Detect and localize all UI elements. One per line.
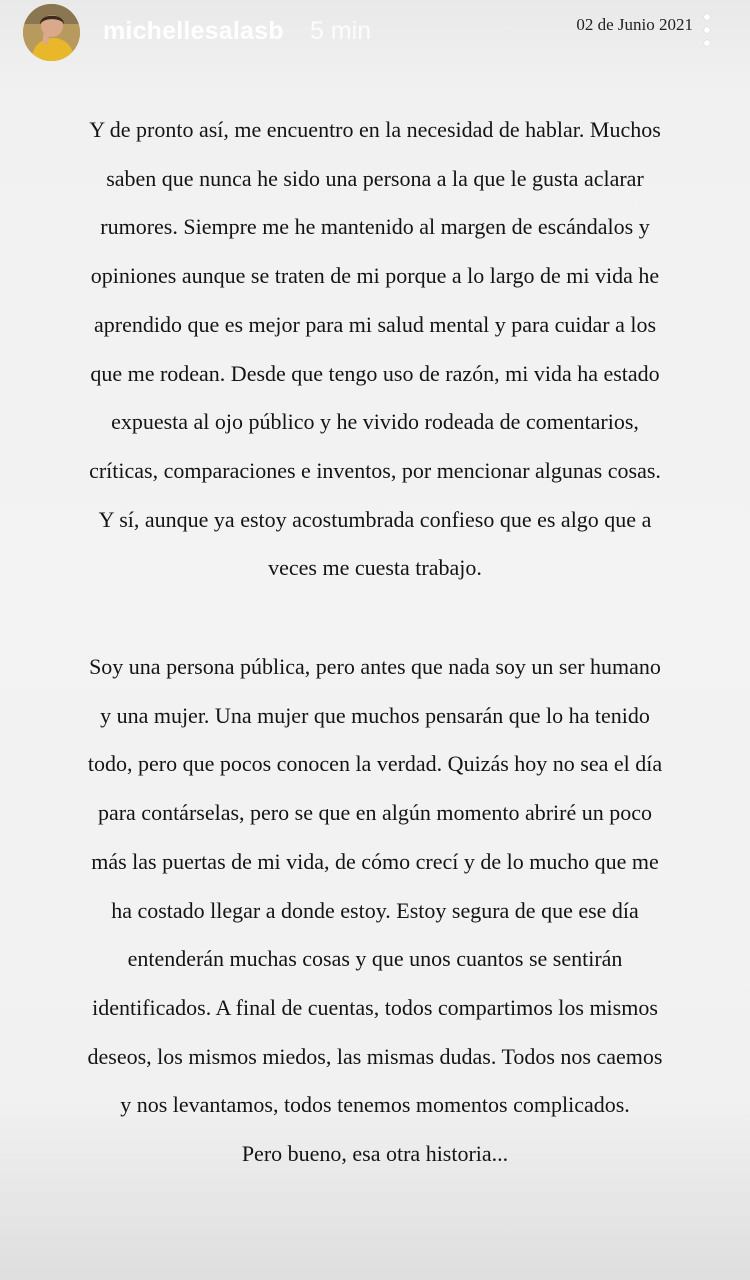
profile-photo-icon <box>23 4 80 61</box>
text-line: Y sí, aunque ya estoy acostumbrada confieso que es algo que a <box>98 506 652 532</box>
text-line: más las puertas de mi vida, de cómo crecí y de lo mucho que me <box>91 848 659 874</box>
text-line: Y de pronto así, me encuentro en la necesidad de hablar. Muchos <box>89 117 661 142</box>
avatar[interactable] <box>23 4 80 61</box>
text-line: saben que nunca he sido una persona a la que le gusta aclarar <box>106 165 644 191</box>
text-line: todo, pero que pocos conocen la verdad. Quizás hoy no sea el día <box>87 751 663 777</box>
more-vertical-icon[interactable] <box>700 14 714 46</box>
text-line: opiniones aunque se traten de mi porque a lo largo de mi vida he <box>90 263 660 289</box>
username[interactable]: michellesalasb <box>103 17 284 45</box>
text-line: expuesta al ojo público y he vivido rodeada de comentarios, <box>111 409 639 435</box>
text-line: identificados. A final de cuentas, todos compartimos los mismos <box>92 994 658 1020</box>
text-line: veces me cuesta trabajo. <box>268 555 482 581</box>
text-line: y una mujer. Una mujer que muchos pensarán que lo ha tenido <box>100 702 650 728</box>
story-paragraph-2 <box>50 643 700 1179</box>
post-date: 02 de Junio 2021 <box>576 15 693 34</box>
text-line: y nos levantamos, todos tenemos momentos complicados. <box>120 1092 630 1118</box>
menu-dot <box>704 14 710 20</box>
text-line: deseos, los mismos miedos, las mismas dudas. Todos nos caemos <box>87 1043 663 1069</box>
story-paragraph-1 <box>50 106 700 593</box>
time-ago: 5 min <box>310 17 372 45</box>
text-line: críticas, comparaciones e inventos, por mencionar algunas cosas. <box>89 457 661 483</box>
menu-dot <box>704 27 710 33</box>
text-line: Soy una persona pública, pero antes que nada soy un ser humano <box>89 654 661 679</box>
text-line: rumores. Siempre me he mantenido al margen de escándalos y <box>100 214 650 240</box>
text-line: aprendido que es mejor para mi salud mental y para cuidar a los <box>93 311 657 337</box>
menu-dot <box>704 40 710 46</box>
text-line: entenderán muchas cosas y que unos cuantos se sentirán <box>127 946 623 972</box>
text-line: ha costado llegar a donde estoy. Estoy segura de que ese día <box>111 897 639 923</box>
text-line: para contárselas, pero se que en algún momento abriré un poco <box>97 800 653 826</box>
text-line: que me rodean. Desde que tengo uso de razón, mi vida ha estado <box>90 360 660 386</box>
story-header <box>0 0 750 70</box>
text-line: Pero bueno, esa otra historia... <box>241 1141 509 1167</box>
